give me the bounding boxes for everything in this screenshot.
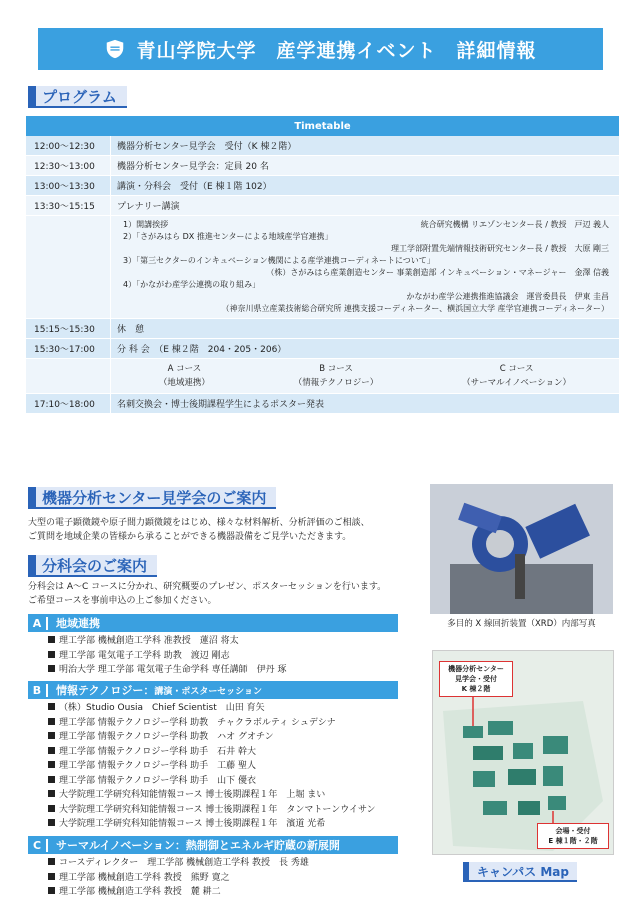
course-b-band: B 情報テクノロジー： 講演・ポスターセッション <box>28 681 398 699</box>
photo-caption: 多目的 X 線回折装置（XRD）内部写真 <box>447 619 596 629</box>
tour-heading: 機器分析センター見学会のご案内 <box>28 487 276 509</box>
table-row: 12:00～12:30 機器分析センター見学会 受付（K 棟２階） <box>26 136 619 156</box>
list-item: 大学院理工学研究科知能情報コース 博士後期課程１年 濱道 光希 <box>48 817 376 832</box>
xrd-photo <box>430 484 613 614</box>
list-item: 理工学部 情報テクノロジー学科 助手 石井 幹大 <box>48 745 376 760</box>
timetable-header: Timetable <box>26 116 619 136</box>
tour-description: 大型の電子顕微鏡や原子間力顕微鏡をはじめ、様々な材料解析、分析評価のご相談、 ご質問を地域企業の皆様から承ることができる機器設備をご見学いただきます。 <box>28 518 370 542</box>
header-banner <box>38 28 603 70</box>
table-row: 15:30～17:00 分 科 会 （E 棟２階 204・205・206） <box>26 339 619 359</box>
campus-map <box>432 650 614 855</box>
plenary-details: 1）開講挨拶 統合研究機構 リエゾンセンター長 / 教授 戸辺 義人 2）「さがみはら DX 推進センターによる地域産学官連携」 理工学部附置先端情報技術研究センター長 / 教授 大原 剛三 3）「第三セクターのインキュベーション機関による産学連携コーディネートについて」 （株）さがみはら産業創造センター 事業創造部 インキュベーション・マネージャー 金澤 信義 4）「かながわ産学公連携の取り組み」 かながわ産学公連携推進協議会 運営委員長 伊東 圭昌 （神奈川県立産業技術総合研究所 連携支援コーディネーター、横浜国立大学 産学官連携コーディネーター） <box>26 216 619 319</box>
course-c: C コース （サーマルイノベーション） <box>462 364 572 388</box>
list-item: 理工学部 情報テクノロジー学科 助教 チャクラボルティ シュデシナ <box>48 716 376 731</box>
list-item: 理工学部 情報テクノロジー学科 助手 山下 優衣 <box>48 774 376 789</box>
list-item: コースディレクター 理工学部 機械創造工学科 教授 長 秀雄 <box>48 856 309 871</box>
course-a: A コース （地域連携） <box>158 364 210 388</box>
map-label-center: 機器分析センター 見学会・受付 K 棟２階 <box>439 661 513 697</box>
breakout-heading: 分科会のご案内 <box>28 555 157 577</box>
page-title: 青山学院大学 産学連携イベント 詳細情報 <box>136 39 537 62</box>
courses-row <box>26 359 619 394</box>
map-label-venue: 会場・受付 E 棟１階・２階 <box>537 823 609 849</box>
timetable <box>26 116 619 414</box>
list-item: 理工学部 情報テクノロジー学科 助教 ハオ グオチン <box>48 730 376 745</box>
course-c-band: C サーマルイノベーション：熱制御とエネルギ貯蔵の新展開 <box>28 836 398 854</box>
list-item: （株）Studio Ousia Chief Scientist 山田 育矢 <box>48 701 376 716</box>
table-row: 12:30～13:00 機器分析センター見学会：定員 20 名 <box>26 156 619 176</box>
map-caption: キャンパス Map <box>463 862 577 882</box>
university-shield-icon <box>104 38 126 60</box>
list-item: 理工学部 機械創造工学科 教授 麓 耕二 <box>48 885 309 900</box>
table-row: 15:15～15:30 休 憩 <box>26 319 619 339</box>
list-item: 明治大学 理工学部 電気電子生命学科 専任講師 伊丹 琢 <box>48 663 286 678</box>
list-item: 理工学部 機械創造工学科 准教授 蓮沼 将太 <box>48 634 286 649</box>
course-b: B コース （情報テクノロジー） <box>293 364 379 388</box>
table-row: 17:10～18:00 名刺交換会・博士後期課程学生によるポスター発表 <box>26 394 619 414</box>
course-a-members <box>48 634 286 678</box>
course-b-members <box>48 701 376 832</box>
program-heading: プログラム <box>28 86 127 108</box>
table-row: 13:30～15:15 プレナリー講演 <box>26 196 619 216</box>
table-row: 13:00～13:30 講演・分科会 受付（E 棟１階 102） <box>26 176 619 196</box>
course-c-members <box>48 856 309 900</box>
list-item: 大学院理工学研究科知能情報コース 博士後期課程１年 タンマトーンウイサン <box>48 803 376 818</box>
breakout-description: 分科会は A～C コースに分かれ、研究概要のプレゼン、ポスターセッションを行います。 ご希望コースを事前申込の上ご参加ください。 <box>28 582 387 606</box>
course-a-band: A 地域連携 <box>28 614 398 632</box>
list-item: 理工学部 機械創造工学科 教授 熊野 寛之 <box>48 871 309 886</box>
list-item: 理工学部 電気電子工学科 助教 渡辺 剛志 <box>48 649 286 664</box>
list-item: 大学院理工学研究科知能情報コース 博士後期課程１年 上堀 まい <box>48 788 376 803</box>
list-item: 理工学部 情報テクノロジー学科 助手 工藤 聖人 <box>48 759 376 774</box>
